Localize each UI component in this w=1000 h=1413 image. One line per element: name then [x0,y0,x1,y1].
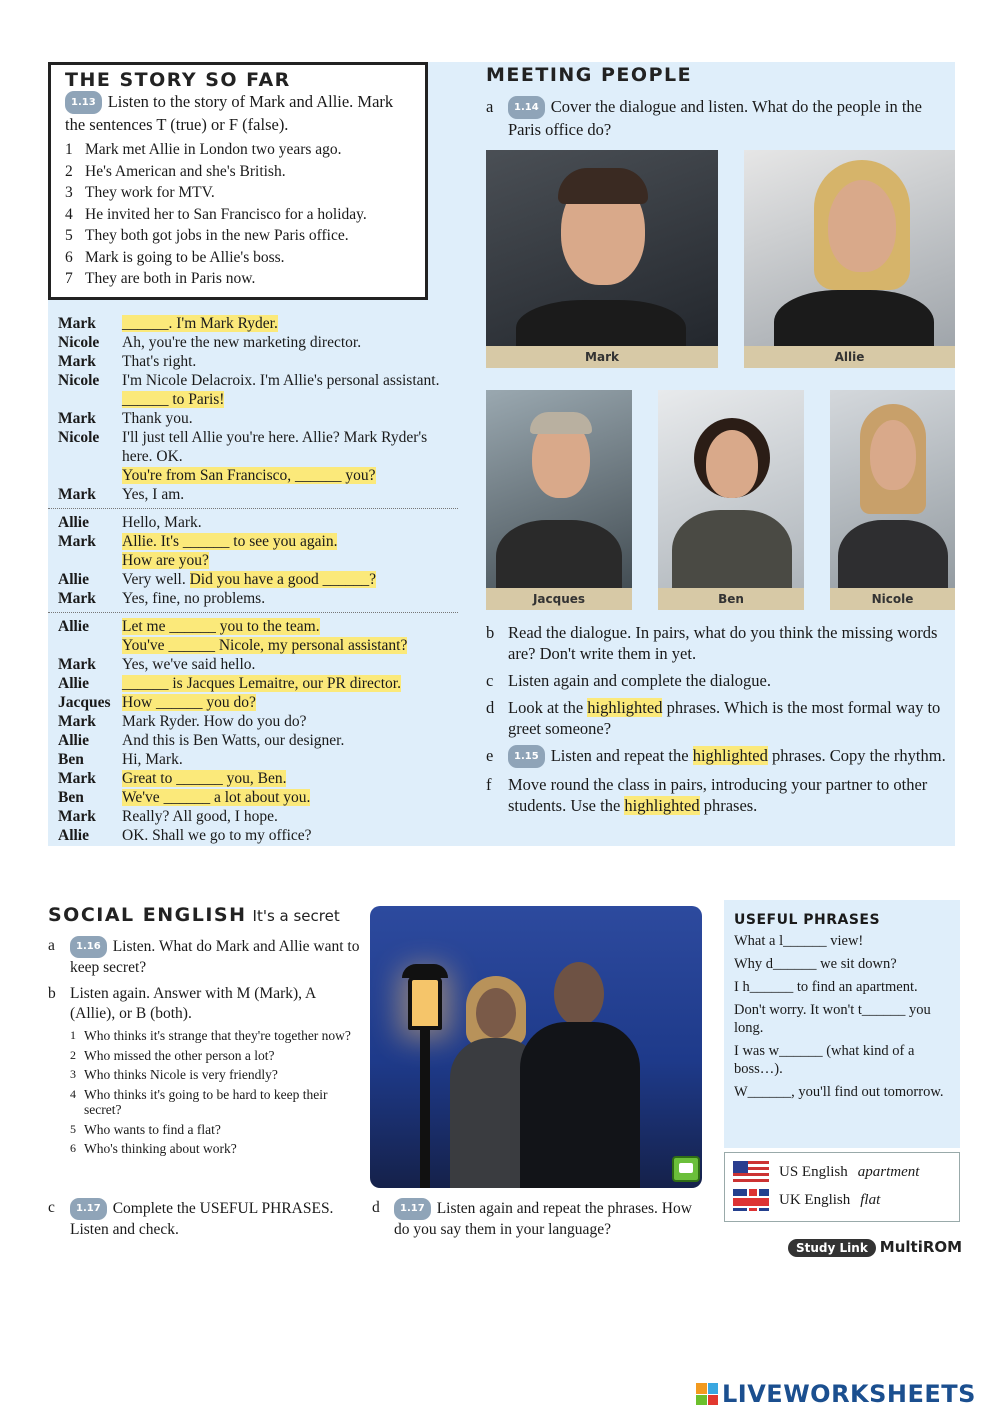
exercise-d: d 1.17 Listen again and repeat the phrases. How do you say them in your language? [372,1199,692,1238]
exercise-a: a 1.16 Listen. What do Mark and Allie want to keep secret? [48,937,360,976]
dialogue-line: Jacques How ______ you do? [58,694,256,711]
uk-flag-icon [733,1189,769,1211]
photo-caption: Ben [658,588,804,610]
meeting-exercises [486,622,956,822]
list-item: 1 Mark met Allie in London two years ago. [65,141,342,158]
exercise-c: c Listen again and complete the dialogue. [486,671,771,690]
phrase-item: What a l______ view! [734,933,864,949]
dialogue-line: Mark Allie. It's ______ to see you again. How are you? [58,533,338,569]
list-item: 2 He's American and she's British. [65,162,286,180]
dialogue-line: Mark Yes, I am. [58,486,185,503]
list-item: 2 Who missed the other person a lot? [70,1047,275,1063]
question-list [70,1028,360,1157]
divider [48,508,458,509]
list-item: 5 Who wants to find a flat? [70,1121,221,1137]
dialogue-line: Mark Mark Ryder. How do you do? [58,713,307,730]
dialogue-line: Mark Yes, we've said hello. [58,656,256,673]
photo-nicole [830,390,955,610]
photo-caption: Allie [744,346,955,368]
list-item: 6 Mark is going to be Allie's boss. [65,248,285,266]
dialogue [58,314,458,845]
story-list [65,139,411,290]
exercise-c: c 1.17 Complete the USEFUL PHRASES. Listen and check. [48,1199,334,1238]
phrase-item: W______, you'll find out tomorrow. [734,1084,944,1100]
dialogue-line: Allie And this is Ben Watts, our designer. [58,732,345,749]
audio-track-icon[interactable]: 1.17 [70,1198,107,1220]
photo-allie [744,150,955,368]
dialogue-line: Mark Thank you. [58,410,193,427]
phrase-item: Don't worry. It won't t______ you long. [734,1002,931,1036]
dialogue-line: Allie Let me ______ you to the team. You've ______ Nicole, my personal assistant? [58,618,408,654]
night-scene-photo [370,906,702,1188]
photo-caption: Mark [486,346,718,368]
list-item: 6 Who's thinking about work? [70,1141,237,1156]
dialogue-line: Mark Really? All good, I hope. [58,808,278,825]
photo-ben [658,390,804,610]
dialogue-line: Mark ______. I'm Mark Ryder. [58,315,278,332]
exercise-b: b Read the dialogue. In pairs, what do you think the missing words are? Don't write them in yet. [486,623,938,663]
dialogue-line: Nicole I'm Nicole Delacroix. I'm Allie's personal assistant. ______ to Paris! [58,372,440,408]
story-instruction: 1.13 Listen to the story of Mark and Allie. Mark the sentences T (true) or F (false). [65,92,394,134]
exercise-a: a 1.14 Cover the dialogue and listen. What do the people in the Paris office do? [486,97,922,139]
dialogue-line: Ben We've ______ a lot about you. [58,789,311,806]
photo-caption: Jacques [486,588,632,610]
audio-track-icon[interactable]: 1.16 [70,936,107,958]
audio-track-icon[interactable]: 1.15 [508,745,545,768]
social-english-exercises [48,936,360,1163]
dialogue-line: Mark Yes, fine, no problems. [58,590,266,607]
photo-mark [486,150,718,368]
list-item: 1 Who thinks it's strange that they're together now? [70,1028,351,1043]
photo-caption: Nicole [830,588,955,610]
dialogue-line: Nicole Ah, you're the new marketing director. [58,334,362,351]
uk-english-row: UK English flat [733,1186,951,1214]
audio-track-icon[interactable]: 1.14 [508,96,545,119]
social-english-heading: SOCIAL ENGLISH It's a secret [48,904,340,926]
list-item: 3 Who thinks Nicole is very friendly? [70,1067,278,1082]
tv-icon[interactable] [672,1156,700,1182]
list-item: 4 Who thinks it's going to be hard to keep their secret? [70,1086,328,1117]
dialogue-line: Mark That's right. [58,353,197,370]
exercise-d: d Look at the highlighted phrases. Which is the most formal way to greet someone? [486,698,941,738]
list-item: 7 They are both in Paris now. [65,270,256,287]
dialogue-line: Ben Hi, Mark. [58,751,183,768]
story-so-far-box [48,62,428,300]
exercise-e: e 1.15 Listen and repeat the highlighted phrases. Copy the rhythm. [486,745,956,768]
divider [48,612,458,613]
social-english-subtitle: It's a secret [252,907,340,925]
audio-track-icon[interactable]: 1.13 [65,91,102,114]
study-link-badge: Study Link MultiROM [788,1238,962,1257]
useful-phrases-box [724,900,960,1148]
dialogue-line: Allie Very well. Did you have a good ______? [58,571,376,588]
meeting-people-heading: MEETING PEOPLE [486,64,693,86]
audio-track-icon[interactable]: 1.17 [394,1198,431,1220]
dialogue-line: Allie Hello, Mark. [58,514,202,531]
us-flag-icon [733,1161,769,1183]
exercise-b: b Listen again. Answer with M (Mark), A (Allie), or B (both). [48,985,316,1022]
exercise-f: f Move round the class in pairs, introducing your partner to other students. Use the highlighted phrases. [486,775,928,815]
phrase-item: Why d______ we sit down? [734,956,897,972]
photo-jacques [486,390,632,610]
dialogue-line: Nicole I'll just tell Allie you're here. Allie? Mark Ryder's here. OK. You're from San Francisco, ______ you? [58,429,428,484]
liveworksheets-logo-icon [696,1383,718,1405]
dialogue-line: Allie OK. Shall we go to my office? [58,827,312,844]
list-item: 5 They both got jobs in the new Paris office. [65,227,349,244]
liveworksheets-logo: LIVEWORKSHEETS [696,1380,976,1408]
list-item: 4 He invited her to San Francisco for a holiday. [65,205,367,223]
list-item: 3 They work for MTV. [65,184,215,201]
dialogue-line: Allie ______ is Jacques Lemaitre, our PR director. [58,675,401,692]
dialogue-line: Mark Great to ______ you, Ben. [58,770,287,787]
phrase-item: I was w______ (what kind of a boss…). [734,1043,915,1077]
story-heading: THE STORY SO FAR [65,69,291,91]
us-english-row: US English apartment [733,1158,951,1186]
us-uk-english-box [724,1152,960,1222]
phrase-item: I h______ to find an apartment. [734,979,918,995]
useful-phrases-heading: USEFUL PHRASES [734,912,881,928]
